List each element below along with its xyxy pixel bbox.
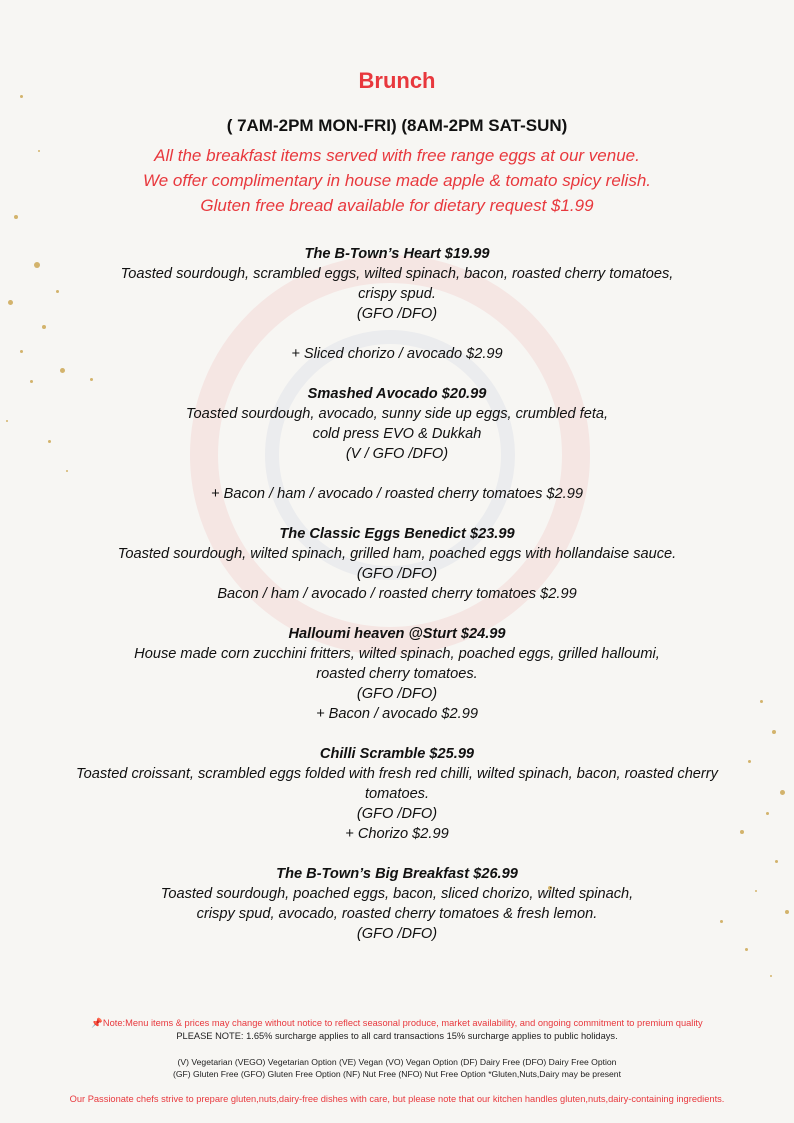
- intro-text: [0, 143, 794, 218]
- item-dietary: (V / GFO /DFO): [345, 446, 449, 462]
- menu-item: [0, 524, 794, 604]
- item-extra: Bacon / ham / avocado / roasted cherry tomatoes $2.99: [217, 586, 577, 602]
- intro-line: Gluten free bread available for dietary request $1.99: [200, 196, 594, 215]
- menu-list: [0, 244, 794, 944]
- item-description: tomatoes.: [364, 786, 430, 802]
- menu-item: [0, 624, 794, 724]
- menu-item: [0, 384, 794, 504]
- opening-hours: ( 7AM-2PM MON-FRI) (8AM-2PM SAT-SUN): [226, 116, 568, 135]
- item-name: Smashed Avocado $20.99: [307, 386, 487, 402]
- item-dietary: (GFO /DFO): [356, 806, 438, 822]
- intro-line: We offer complimentary in house made apple & tomato spicy relish.: [142, 171, 652, 190]
- item-description: roasted cherry tomatoes.: [316, 666, 478, 682]
- item-extra: + Sliced chorizo / avocado $2.99: [291, 346, 503, 362]
- legend-line: (V) Vegetarian (VEGO) Vegetarian Option (VE) Vegan (VO) Vegan Option (DF) Dairy Free (DFO) Dairy Free Option: [177, 1057, 617, 1067]
- item-description: Toasted sourdough, scrambled eggs, wilted spinach, bacon, roasted cherry tomatoes,: [120, 266, 674, 282]
- item-description: crispy spud.: [358, 286, 436, 302]
- item-description: Toasted croissant, scrambled eggs folded with fresh red chilli, wilted spinach, bacon, roasted cherry: [76, 766, 718, 782]
- item-extra: + Bacon / ham / avocado / roasted cherry tomatoes $2.99: [211, 486, 583, 502]
- menu-item: [0, 244, 794, 364]
- item-name: Halloumi heaven @Sturt $24.99: [288, 626, 506, 642]
- item-name: The B-Town’s Heart $19.99: [304, 246, 490, 262]
- note-text: Note:Menu items & prices may change without notice to reflect seasonal produce, market availability, and ongoing commitment to premium quality: [102, 1018, 703, 1028]
- item-description: House made corn zucchini fritters, wilted spinach, poached eggs, grilled halloumi,: [134, 646, 660, 662]
- item-description: Toasted sourdough, poached eggs, bacon, sliced chorizo, wilted spinach,: [160, 886, 634, 902]
- legend-line: (GF) Gluten Free (GFO) Gluten Free Option (NF) Nut Free (NFO) Nut Free Option *Gluten,Nuts,Dairy may be present: [173, 1069, 621, 1079]
- page-title: Brunch: [358, 68, 436, 93]
- menu-item: [0, 864, 794, 944]
- item-dietary: (GFO /DFO): [356, 926, 438, 942]
- menu-item: [0, 744, 794, 844]
- surcharge-note: PLEASE NOTE: 1.65% surcharge applies to all card transactions 15% surcharge applies to public holidays.: [176, 1031, 618, 1041]
- item-name: The Classic Eggs Benedict $23.99: [279, 526, 515, 542]
- item-dietary: (GFO /DFO): [356, 686, 438, 702]
- item-name: The B-Town’s Big Breakfast $26.99: [276, 866, 518, 882]
- item-dietary: (GFO /DFO): [356, 566, 438, 582]
- item-description: crispy spud, avocado, roasted cherry tomatoes & fresh lemon.: [196, 906, 598, 922]
- item-description: cold press EVO & Dukkah: [312, 426, 482, 442]
- item-extra: + Bacon / avocado $2.99: [316, 706, 478, 722]
- item-description: Toasted sourdough, wilted spinach, grilled ham, poached eggs with hollandaise sauce.: [117, 546, 677, 562]
- item-dietary: (GFO /DFO): [356, 306, 438, 322]
- dietary-legend: [0, 1056, 794, 1080]
- item-description: Toasted sourdough, avocado, sunny side up eggs, crumbled feta,: [185, 406, 609, 422]
- intro-line: All the breakfast items served with free range eggs at our venue.: [154, 146, 640, 165]
- pushpin-icon: 📌: [91, 1018, 103, 1028]
- item-name: Chilli Scramble $25.99: [319, 746, 475, 762]
- allergen-disclaimer: Our Passionate chefs strive to prepare gluten,nuts,dairy-free dishes with care, but please note that our kitchen handles gluten,nuts,dairy-containing ingredients.: [69, 1094, 725, 1104]
- price-change-note: [0, 1017, 794, 1030]
- item-extra: + Chorizo $2.99: [345, 826, 449, 842]
